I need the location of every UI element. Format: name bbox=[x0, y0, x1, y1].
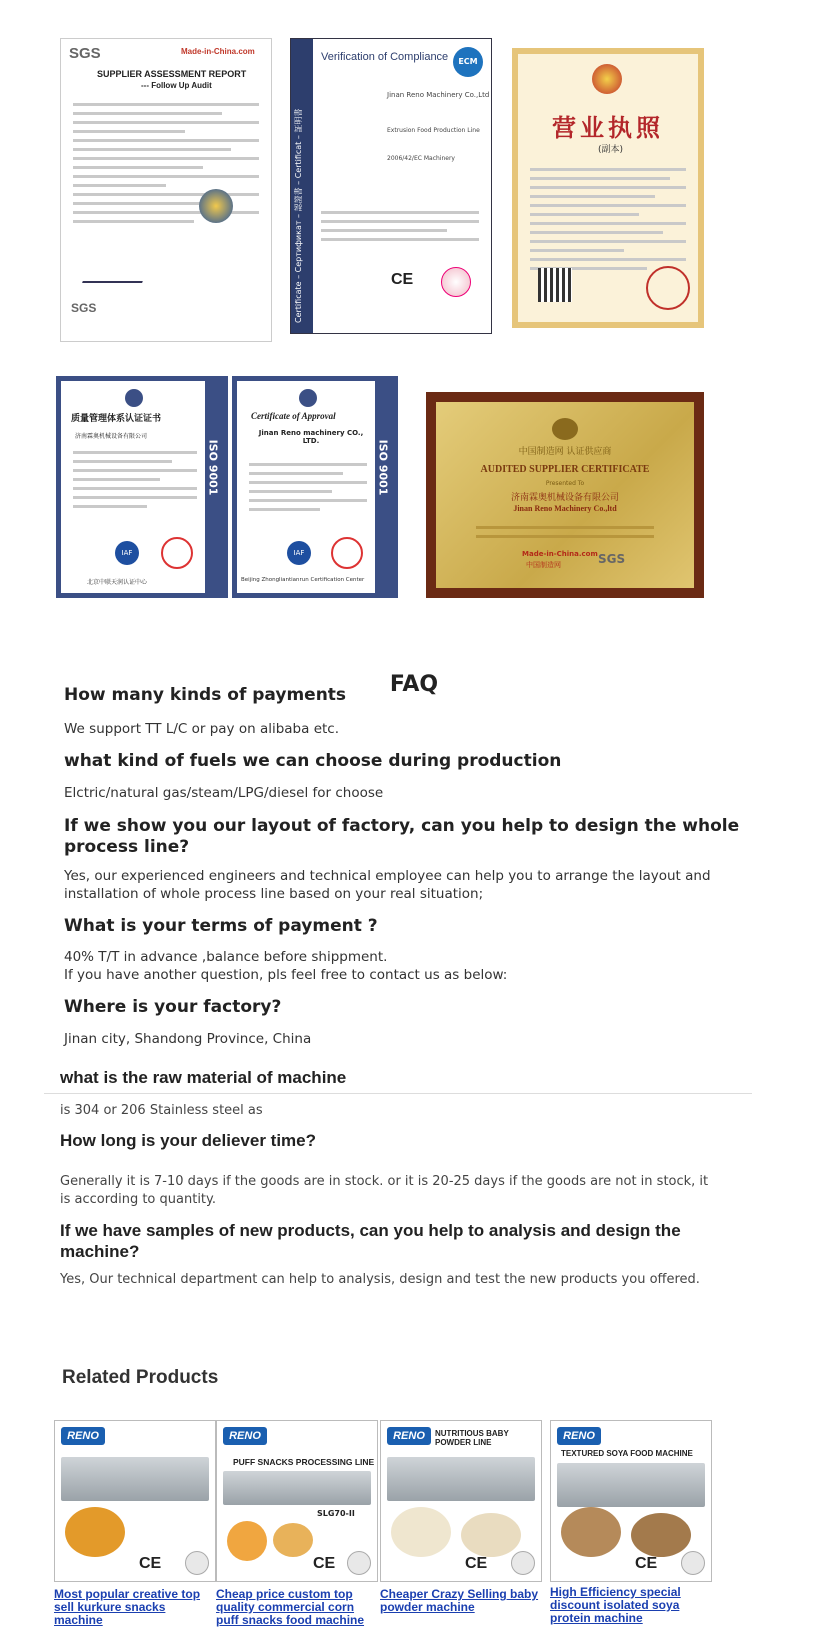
product-link-1[interactable]: Most popular creative top sell kurkure snacks machine bbox=[54, 1587, 201, 1627]
faq-answer-3: Yes, our experienced engineers and technical employee can help you to arrange the layout and installation of whole process line based on your real situation; bbox=[64, 868, 711, 902]
ecm-seal-icon bbox=[441, 267, 471, 297]
iso-cn-footer: 北京中联天润认证中心 bbox=[87, 579, 148, 586]
sgs-logo: SGS bbox=[69, 45, 101, 62]
faq-answer-2: Elctric/natural gas/steam/LPG/diesel for choose bbox=[64, 785, 384, 801]
iso-side-text: ISO 9001 bbox=[206, 439, 220, 496]
food-sample-image bbox=[227, 1521, 267, 1561]
plaque-emblem-icon bbox=[552, 418, 578, 440]
faq-answer-5: Jinan city, Shandong Province, China bbox=[64, 1031, 312, 1047]
faq-answer-6: is 304 or 206 Stainless steel as bbox=[60, 1103, 263, 1118]
plaque-site-cn: 中国制造网 bbox=[526, 561, 561, 569]
faq-answer-4: 40% T/T in advance ,balance before shippment. bbox=[64, 949, 388, 965]
iso-en-company: Jinan Reno machinery CO., LTD. bbox=[258, 429, 364, 445]
official-seal-icon bbox=[646, 266, 690, 310]
faq-answer-7: Generally it is 7-10 days if the goods are in stock. or it is 20-25 days if the goods are not in stock, it is according to quantity. bbox=[60, 1174, 709, 1207]
certification-logo-icon bbox=[125, 389, 143, 407]
signature-icon bbox=[82, 267, 148, 283]
machine-image bbox=[223, 1471, 371, 1505]
faq-question-8: If we have samples of new products, can you help to analysis and design the machine? bbox=[60, 1221, 681, 1261]
reno-logo: RENO bbox=[223, 1427, 267, 1445]
ce-mark: CE bbox=[313, 1555, 336, 1572]
reno-logo: RENO bbox=[557, 1427, 601, 1445]
plaque-company-cn: 济南霖奥机械设备有限公司 bbox=[510, 493, 619, 503]
verification-of-compliance-image bbox=[290, 38, 492, 334]
red-seal-icon-en bbox=[331, 537, 363, 569]
plaque-text-lines bbox=[476, 520, 654, 544]
faq-question-5: Where is your factory? bbox=[64, 997, 282, 1017]
product-card-2[interactable] bbox=[216, 1420, 378, 1582]
food-sample-image bbox=[65, 1507, 125, 1557]
iso-9001-cn-certificate-image bbox=[56, 376, 228, 598]
faq-question-7: How long is your deliever time? bbox=[60, 1131, 316, 1150]
product-banner: NUTRITIOUS BABY POWDER LINE bbox=[435, 1429, 509, 1447]
plaque-company: Jinan Reno Machinery Co.,ltd bbox=[513, 504, 617, 513]
sgs-badge-icon bbox=[511, 1551, 535, 1575]
iaf-badge-icon: IAF bbox=[115, 541, 139, 565]
faq-title: FAQ bbox=[389, 672, 439, 697]
iso-en-text-lines bbox=[249, 457, 367, 517]
faq-question-2: what kind of fuels we can choose during production bbox=[64, 751, 562, 771]
certificate-holder: Jinan Reno Machinery Co.,Ltd bbox=[387, 91, 490, 99]
machine-image bbox=[61, 1457, 209, 1501]
faq-answer-1: We support TT L/C or pay on alibaba etc. bbox=[64, 721, 340, 737]
iso-9001-en-certificate-image bbox=[232, 376, 398, 598]
machine-image bbox=[557, 1463, 705, 1507]
ce-mark: CE bbox=[465, 1555, 488, 1572]
certification-logo-icon-en bbox=[299, 389, 317, 407]
iso-en-title: Certificate of Approval bbox=[251, 411, 336, 421]
iso-side-text-en: ISO 9001 bbox=[376, 439, 390, 496]
faq-answer-4-contact: If you have another question, pls feel free to contact us as below: bbox=[64, 967, 508, 983]
iso-cn-title: 质量管理体系认证证书 bbox=[71, 414, 162, 424]
plaque-sgs-logo: SGS bbox=[598, 552, 626, 566]
verification-text-lines bbox=[321, 205, 479, 247]
sgs-supplier-report-image bbox=[60, 38, 272, 342]
plaque-title: AUDITED SUPPLIER CERTIFICATE bbox=[480, 464, 650, 475]
verification-title: Verification of Compliance bbox=[321, 51, 449, 63]
faq-question-4: What is your terms of payment ? bbox=[64, 916, 378, 936]
license-text-lines bbox=[530, 162, 686, 276]
product-link-4[interactable]: High Efficiency special discount isolated soya protein machine bbox=[550, 1585, 681, 1625]
faq-answer-8: Yes, Our technical department can help to analysis, design and test the new products you offered. bbox=[60, 1272, 700, 1287]
license-title: 营业执照 bbox=[552, 114, 664, 142]
food-sample-image bbox=[561, 1507, 621, 1557]
faq-question-6: what is the raw material of machine bbox=[60, 1068, 347, 1087]
food-sample-image-2 bbox=[631, 1513, 691, 1557]
product-card-4[interactable] bbox=[550, 1420, 712, 1582]
model-label: SLG70-II bbox=[317, 1509, 355, 1518]
sgs-badge-icon bbox=[185, 1551, 209, 1575]
national-emblem-icon bbox=[592, 64, 622, 94]
certificate-directive: 2006/42/EC Machinery bbox=[387, 155, 455, 162]
ce-mark: CE bbox=[139, 1555, 162, 1572]
business-license-image bbox=[512, 48, 704, 328]
food-sample-image-2 bbox=[461, 1513, 521, 1557]
qr-code-icon bbox=[538, 268, 572, 302]
product-banner: TEXTURED SOYA FOOD MACHINE bbox=[561, 1449, 693, 1458]
certificate-product: Extrusion Food Production Line bbox=[387, 127, 480, 134]
iso-en-footer: Beijing Zhongliantianrun Certification Center bbox=[241, 577, 365, 583]
food-sample-image-2 bbox=[273, 1523, 313, 1557]
ce-mark: CE bbox=[635, 1555, 658, 1572]
machine-image bbox=[387, 1457, 535, 1501]
made-in-china-logo: Made-in-China.com bbox=[181, 47, 255, 56]
certificate-side-text: Certificate – Сертификат – 認證書 – Certificat – 証明書 bbox=[294, 108, 303, 323]
ecm-badge-icon: ECM bbox=[453, 47, 483, 77]
reno-logo: RENO bbox=[387, 1427, 431, 1445]
sgs-footer-logo: SGS bbox=[71, 301, 97, 315]
sgs-badge-icon bbox=[347, 1551, 371, 1575]
red-seal-icon bbox=[161, 537, 193, 569]
sgs-badge-icon bbox=[681, 1551, 705, 1575]
ce-mark: CE bbox=[391, 271, 414, 288]
audit-seal-icon bbox=[199, 189, 233, 223]
report-subtitle: --- Follow Up Audit bbox=[141, 81, 212, 90]
faq-divider bbox=[44, 1093, 752, 1094]
iso-cn-text-lines bbox=[73, 445, 197, 514]
plaque-cn-title: 中国制造网 认证供应商 bbox=[518, 447, 612, 457]
related-products-title: Related Products bbox=[62, 1367, 219, 1388]
faq-question-1: How many kinds of payments bbox=[64, 685, 347, 705]
plaque-site-logo: Made-in-China.com bbox=[522, 550, 598, 558]
product-card-1[interactable] bbox=[54, 1420, 216, 1582]
iaf-badge-icon-en: IAF bbox=[287, 541, 311, 565]
product-banner: PUFF SNACKS PROCESSING LINE bbox=[233, 1457, 375, 1467]
product-link-2[interactable]: Cheap price custom top quality commercial corn puff snacks food machine bbox=[216, 1587, 365, 1627]
license-subtitle: (副本) bbox=[598, 145, 624, 155]
product-card-3[interactable] bbox=[380, 1420, 542, 1582]
product-link-3[interactable]: Cheaper Crazy Selling baby powder machine bbox=[380, 1587, 539, 1614]
food-sample-image bbox=[391, 1507, 451, 1557]
iso-cn-company: 济南霖奥机械设备有限公司 bbox=[75, 433, 148, 440]
reno-logo: RENO bbox=[61, 1427, 105, 1445]
faq-question-3: If we show you our layout of factory, can you help to design the whole process line? bbox=[64, 816, 740, 857]
audited-supplier-plaque-image bbox=[426, 392, 704, 598]
plaque-presented: Presented To bbox=[545, 480, 585, 487]
report-title: SUPPLIER ASSESSMENT REPORT bbox=[97, 69, 247, 79]
